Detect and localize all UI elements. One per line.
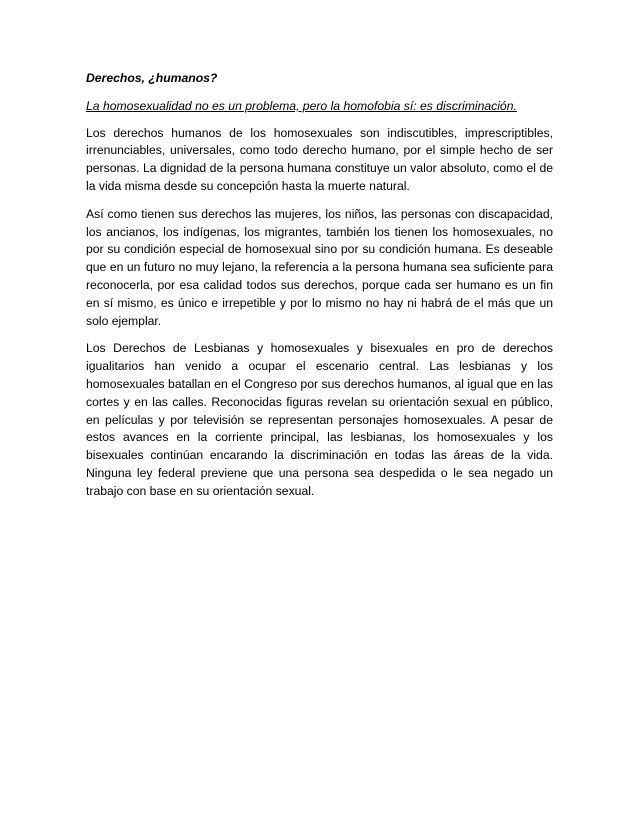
document-page bbox=[86, 70, 553, 511]
document-subtitle: La homosexualidad no es un problema, pero la homofobia sí: es discriminación. bbox=[86, 98, 517, 113]
paragraph-3: Los Derechos de Lesbianas y homosexuales y bisexuales en pro de derechos igualitarios han venido a ocupar el escenario central. Las lesbianas y los homosexuales batallan en el Congreso por sus derechos humanos, al igual que en las cortes y en las calles. Reconocidas figuras revelan su orientación sexual en público, en películas y por televisión se representan personajes homosexuales. A pesar de estos avances en la corriente principal, las lesbianas, los homosexuales y los bisexuales continúan encarando la discriminación en todas las áreas de la vida. Ninguna ley federal previene que una persona sea despedida o le sea negado un trabajo con base en su orientación sexual. bbox=[86, 341, 553, 498]
paragraph-2: Así como tienen sus derechos las mujeres, los niños, las personas con discapacidad, los ancianos, los indígenas, los migrantes, también los tienen los homosexuales, no por su condición especial de homosexual sino por su condición humana. Es deseable que en un futuro no muy lejano, la referencia a la persona humana sea suficiente para reconocerla, por esa calidad todos sus derechos, porque cada ser humano es un fin en sí mismo, es único e irrepetible y por lo mismo no hay ni habrá de el más que un solo ejemplar. bbox=[86, 206, 553, 328]
document-title: Derechos, ¿humanos? bbox=[86, 71, 218, 85]
paragraph-1: Los derechos humanos de los homosexuales son indiscutibles, imprescriptibles, irrenunciables, universales, como todo derecho humano, por el simple hecho de ser personas. La dignidad de la persona humana constituye un valor absoluto, como el de la vida misma desde su concepción hasta la muerte natural. bbox=[86, 125, 553, 193]
